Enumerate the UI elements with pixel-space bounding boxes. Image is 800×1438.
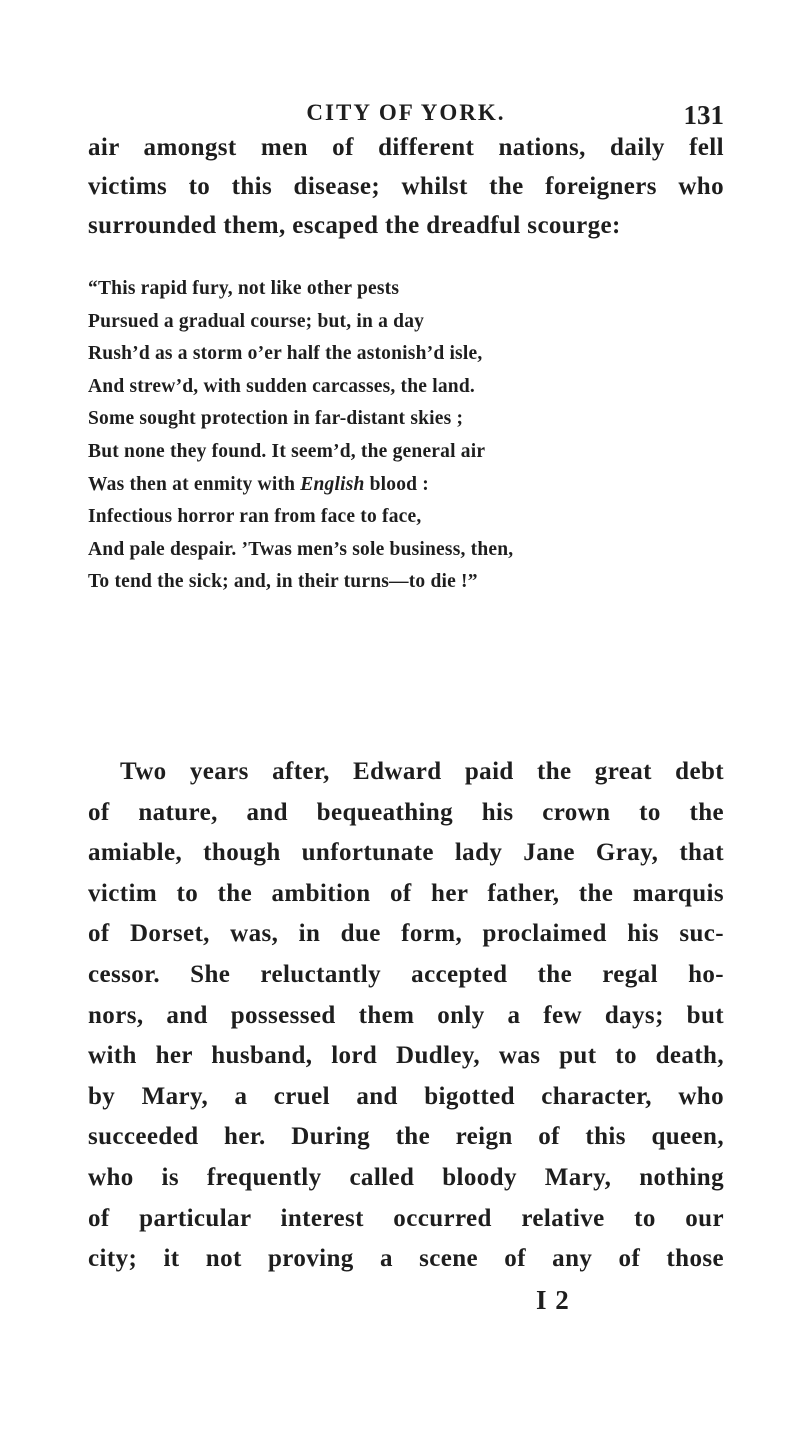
poem-line: And strew’d, with sudden carcasses, the land. bbox=[88, 375, 475, 397]
poem-line: To tend the sick; and, in their turns—to die !” bbox=[88, 571, 478, 593]
text-line: victims to this disease; whilst the foreigners who bbox=[88, 173, 724, 200]
running-title: CITY OF YORK. bbox=[306, 100, 506, 125]
text-line: cessor. She reluctantly accepted the regal ho- bbox=[88, 961, 724, 988]
poem-line: Infectious horror ran from face to face, bbox=[88, 506, 422, 528]
text-line: of Dorset, was, in due form, proclaimed his suc- bbox=[88, 920, 724, 948]
signature-mark: I 2 bbox=[536, 1285, 570, 1316]
poem-line: But none they found. It seem’d, the general air bbox=[88, 441, 486, 462]
poem-line: Rush’d as a storm o’er half the astonish’d isle, bbox=[88, 343, 483, 365]
text-line: victim to the ambition of her father, the marquis bbox=[88, 879, 724, 907]
poem-text: Was then at enmity with bbox=[88, 473, 301, 495]
text-line: amiable, though unfortunate lady Jane Gray, that bbox=[88, 839, 724, 867]
text-line: Two years after, Edward paid the great debt bbox=[120, 758, 724, 785]
text-line: city; it not proving a scene of any of those bbox=[88, 1245, 724, 1273]
poem-line: Pursued a gradual course; but, in a day bbox=[88, 310, 425, 332]
text-line: of nature, and bequeathing his crown to the bbox=[88, 798, 724, 826]
text-line: air amongst men of different nations, daily fell bbox=[88, 134, 724, 161]
text-line: with her husband, lord Dudley, was put to death, bbox=[88, 1042, 724, 1070]
text-line: of particular interest occurred relative to our bbox=[88, 1204, 724, 1232]
text-line: by Mary, a cruel and bigotted character, who bbox=[88, 1082, 724, 1110]
text-line: who is frequently called bloody Mary, nothing bbox=[88, 1164, 724, 1191]
poem-italic-word: English bbox=[300, 473, 365, 495]
poem-line: And pale despair. ’Twas men’s sole business, then, bbox=[88, 538, 514, 560]
text-line: nors, and possessed them only a few days; but bbox=[88, 1001, 724, 1029]
poem-line: Some sought protection in far-distant skies ; bbox=[88, 408, 464, 430]
poem-text: blood : bbox=[364, 473, 429, 495]
poem-line: “This rapid fury, not like other pests bbox=[88, 278, 400, 299]
page-number: 131 bbox=[683, 100, 724, 130]
text-line: succeeded her. During the reign of this queen, bbox=[88, 1123, 724, 1151]
poem-line bbox=[88, 474, 724, 496]
text-line: surrounded them, escaped the dreadful scourge: bbox=[88, 212, 621, 239]
